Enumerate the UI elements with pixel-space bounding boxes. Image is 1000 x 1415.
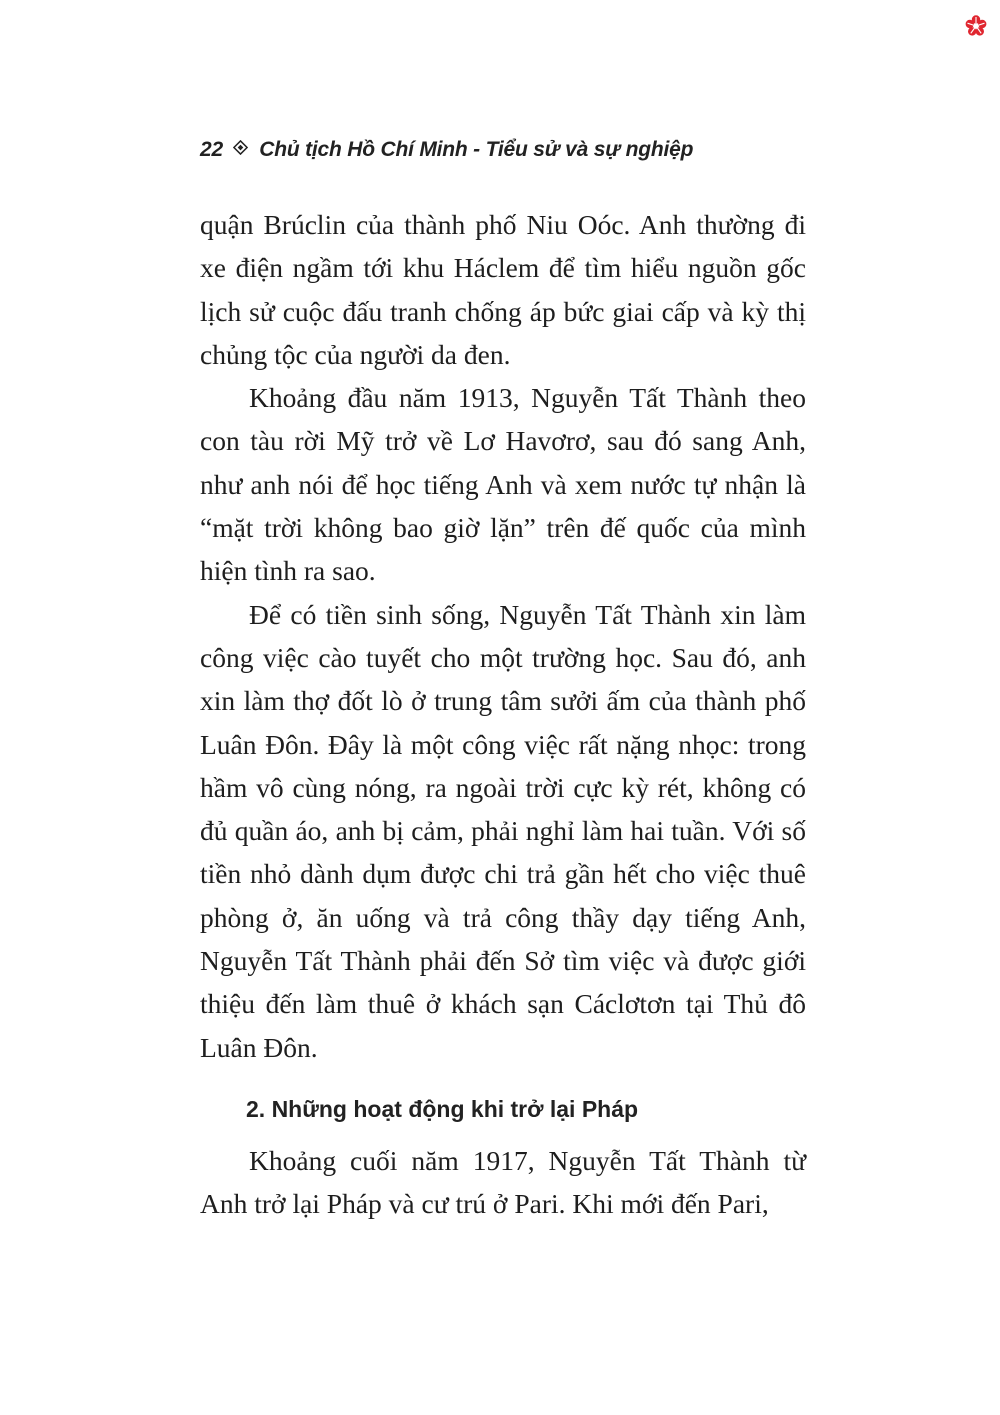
paragraph-2: Khoảng đầu năm 1913, Nguyễn Tất Thành theo con tàu rời Mỹ trở về Lơ Havơrơ, sau đó sang Anh, như anh nói để học tiếng Anh và xem nước tự nhận là “mặt trời không bao giờ lặn” trên đế quốc của mình hiện tình ra sao. bbox=[200, 382, 806, 587]
flower-icon bbox=[964, 14, 988, 38]
paragraph-1: quận Brúclin của thành phố Niu Oóc. Anh thường đi xe điện ngầm tới khu Háclem để tìm hiểu nguồn gốc lịch sử cuộc đấu tranh chống áp bức giai cấp và kỳ thị chủng tộc của người da đen. bbox=[200, 209, 806, 370]
diamond-icon bbox=[233, 139, 248, 160]
page-body bbox=[200, 203, 806, 1226]
paragraph-4: Khoảng cuối năm 1917, Nguyễn Tất Thành từ Anh trở lại Pháp và cư trú ở Pari. Khi mới đến Pari, bbox=[200, 1144, 806, 1220]
page-number: 22 bbox=[200, 138, 223, 161]
paragraph-3: Để có tiền sinh sống, Nguyễn Tất Thành xin làm công việc cào tuyết cho một trường học. Sau đó, anh xin làm thợ đốt lò ở trung tâm sưởi ấm của thành phố Luân Đôn. Đây là một công việc rất nặng nhọc: trong hầm vô cùng nóng, ra ngoài trời cực kỳ rét, không có đủ quần áo, anh bị cảm, phải nghỉ làm hai tuần. Với số tiền nhỏ dành dụm được chi trả gần hết cho việc thuê phòng ở, ăn uống và trả công thầy dạy tiếng Anh, Nguyễn Tất Thành phải đến Sở tìm việc và được giới thiệu đến làm thuê ở khách sạn Cáclơtơn tại Thủ đô Luân Đôn. bbox=[200, 598, 806, 1063]
running-header bbox=[200, 138, 693, 162]
book-title: Chủ tịch Hồ Chí Minh - Tiểu sử và sự nghiệp bbox=[259, 138, 694, 161]
section-heading: 2. Những hoạt động khi trở lại Pháp bbox=[246, 1095, 639, 1122]
